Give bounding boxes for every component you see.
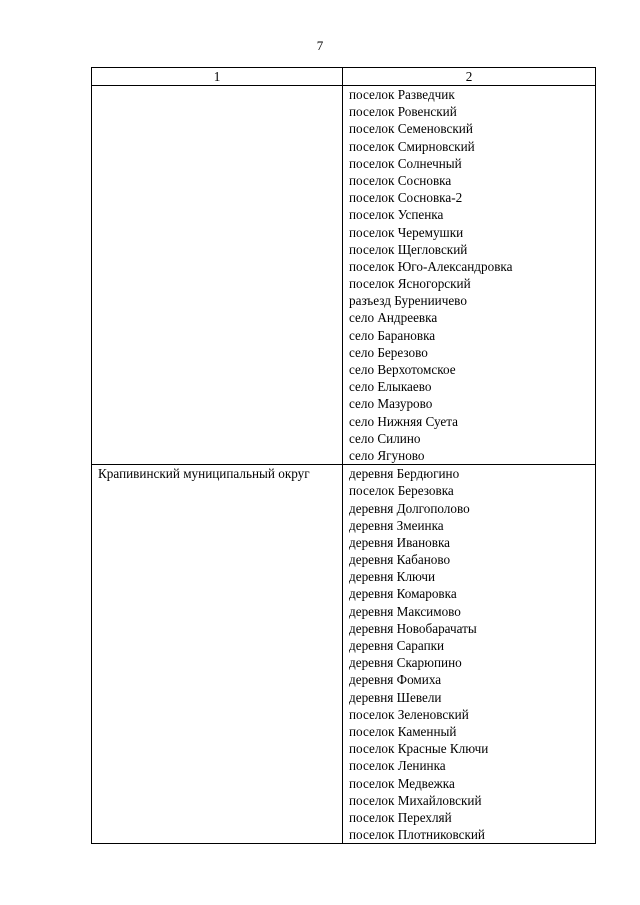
settlement-item: поселок Разведчик: [349, 87, 455, 102]
settlement-item: поселок Щегловский: [349, 241, 468, 257]
settlement-item: деревня Максимово: [349, 603, 461, 619]
settlement-item: деревня Сарапки: [349, 638, 445, 653]
settlement-item: поселок Солнечный: [349, 155, 462, 171]
settlement-item: поселок Михайловский: [349, 792, 482, 808]
settlements-cell: [343, 86, 596, 465]
settlement-item: поселок Медвежка: [349, 775, 455, 791]
settlement-item: поселок Сосновка-2: [349, 190, 463, 206]
settlement-item: поселок Красные Ключи: [349, 741, 489, 757]
settlement-item: поселок Ровенский: [349, 104, 457, 120]
settlement-item: село Барановка: [349, 327, 436, 343]
settlement-item: деревня Фомиха: [349, 672, 442, 688]
settlement-item: село Андреевка: [349, 310, 438, 326]
settlement-item: поселок Березовка: [349, 483, 454, 499]
settlement-item: поселок Ленинка: [349, 758, 446, 774]
settlement-item: деревня Комаровка: [349, 586, 457, 602]
settlement-item: поселок Плотниковский: [349, 827, 485, 843]
settlements-cell: [343, 465, 596, 844]
settlement-item: деревня Кабаново: [349, 552, 451, 568]
settlement-item: поселок Успенка: [349, 207, 444, 223]
settlement-item: поселок Каменный: [349, 723, 457, 739]
district-name: Крапивинский муниципальный округ: [98, 466, 310, 482]
table-header-row: [92, 68, 596, 86]
table-row: [92, 465, 596, 844]
district-cell: [92, 86, 343, 465]
settlement-item: поселок Черемушки: [349, 224, 464, 240]
settlement-item: деревня Скарюпино: [349, 655, 462, 671]
settlements-table: [91, 67, 596, 844]
column-header-1: 1: [92, 68, 343, 86]
settlement-item: село Мазурово: [349, 396, 433, 412]
settlement-item: село Ягуново: [349, 447, 425, 463]
settlement-item: село Березово: [349, 344, 428, 360]
settlement-item: поселок Зеленовский: [349, 706, 469, 722]
table-row: [92, 86, 596, 465]
settlement-item: поселок Смирновский: [349, 138, 475, 154]
settlement-item: деревня Новобарачаты: [349, 620, 477, 636]
settlement-item: деревня Бердюгино: [349, 466, 460, 482]
settlement-item: поселок Юго-Александровка: [349, 258, 513, 274]
settlement-item: поселок Семеновский: [349, 121, 473, 137]
page-number: 7: [316, 38, 324, 53]
district-cell: [92, 465, 343, 844]
settlement-item: поселок Сосновка: [349, 172, 452, 188]
settlement-item: село Силино: [349, 430, 421, 446]
settlement-item: деревня Шевели: [349, 689, 442, 705]
settlement-item: разъезд Бурениичево: [349, 293, 467, 309]
settlement-item: поселок Перехляй: [349, 809, 452, 825]
settlement-item: деревня Долгополово: [349, 500, 470, 516]
settlement-item: деревня Ивановка: [349, 534, 451, 550]
settlement-item: село Нижняя Суета: [349, 413, 459, 429]
table-body: [92, 86, 596, 844]
settlement-item: деревня Змеинка: [349, 517, 444, 533]
settlement-item: поселок Ясногорский: [349, 276, 471, 292]
settlement-item: село Верхотомское: [349, 362, 456, 377]
settlement-item: село Елыкаево: [349, 379, 432, 395]
settlement-item: деревня Ключи: [349, 569, 436, 585]
column-header-2: 2: [343, 68, 596, 86]
